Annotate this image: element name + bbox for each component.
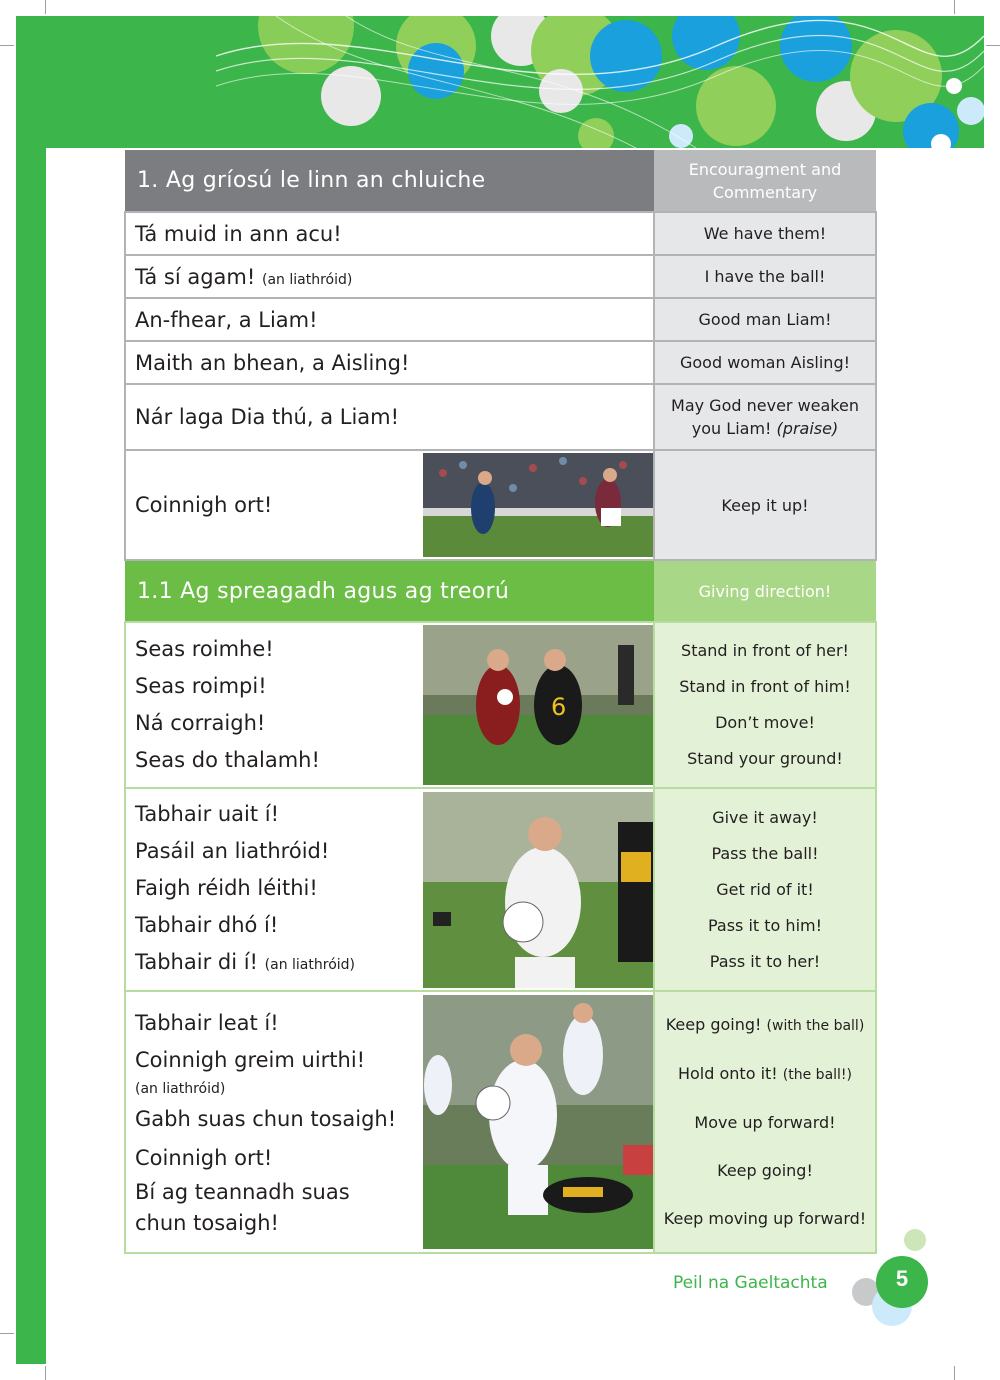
irish-phrase: Faigh réidh léithi! [135,875,318,900]
english-phrase: Stand in front of her! [681,641,849,660]
english-phrase: Hold onto it! [677,1064,778,1083]
english-phrase: Don’t move! [715,713,815,732]
table-row [125,450,876,560]
crop-mark [45,1366,46,1380]
english-phrase: Give it away! [712,807,818,827]
section1-header [125,150,876,212]
tackle-photo [423,625,653,785]
english-phrase: Good man Liam! [698,310,832,329]
english-note: (the ball!) [782,1067,853,1083]
left-green-bar [16,148,46,1364]
irish-phrase: Pasáil an liathróid! [135,838,330,863]
phrase-table-container [124,150,875,1254]
irish-phrase: An-fhear, a Liam! [135,307,318,332]
english-phrase: Keep going! [665,1015,762,1034]
table-row [125,788,876,991]
table-row [125,255,876,298]
player-running-photo [423,995,653,1249]
table-row [125,622,876,788]
irish-phrase-list [135,631,320,779]
table-row [125,212,876,255]
irish-phrase: Tabhair leat í! [135,1011,279,1035]
irish-phrase: Tá sí agam! [135,264,256,289]
irish-phrase: Maith an bhean, a Aisling! [135,350,410,375]
english-phrase-list [655,1001,875,1243]
english-phrase: Stand in front of him! [679,677,851,696]
table-row [125,384,876,450]
english-phrase: Good woman Aisling! [679,353,851,372]
section1-english-title: Encouragment and Commentary [654,150,876,212]
irish-phrase: Ná corraigh! [135,711,266,735]
irish-note: (an liathróid) [135,1081,226,1097]
irish-phrase: Seas roimhe! [135,637,274,661]
english-phrase: We have them! [703,224,827,243]
section2-english-title: Giving direction! [654,560,876,622]
english-phrase: Pass it to her! [709,951,821,971]
irish-phrase-list [135,796,355,984]
crop-mark [986,45,1000,46]
crop-mark [954,1366,955,1380]
irish-phrase: Coinnigh ort! [135,1146,273,1170]
crop-mark [0,1333,14,1334]
irish-phrase: Tabhair di í! [135,949,258,974]
section2-header [125,560,876,622]
english-phrase: Keep it up! [721,495,809,515]
irish-phrase-list [135,1005,396,1239]
table-row [125,298,876,341]
english-phrase: Get rid of it! [716,879,814,899]
irish-note: (an liathróid) [261,271,353,288]
crop-mark [954,0,955,14]
table-row [125,341,876,384]
gaelic-football-pattern [16,16,984,148]
english-phrase: Pass the ball! [711,843,819,863]
section2-title: 1.1 Ag spreagadh agus ag treorú [125,560,654,622]
irish-phrase: chun tosaigh! [135,1211,279,1235]
english-phrase: May God never weaken you Liam! [671,396,859,438]
header-banner [16,16,984,148]
table-row [125,991,876,1253]
svg-text:6: 6 [551,693,567,721]
english-note: (with the ball) [766,1018,865,1034]
irish-phrase: Bí ag teannadh suas [135,1180,350,1204]
irish-phrase: Nár laga Dia thú, a Liam! [135,405,400,429]
irish-phrase: Coinnigh greim uirthi! [135,1048,366,1072]
page-number: 5 [895,1266,909,1291]
irish-note: (an liathróid) [264,956,355,973]
irish-phrase: Tabhair dhó í! [135,912,279,937]
english-phrase: Move up forward! [694,1113,836,1132]
footer-label: Peil na Gaeltachta [673,1273,828,1293]
irish-phrase: Tá muid in ann acu! [135,221,342,246]
irish-phrase: Gabh suas chun tosaigh! [135,1107,397,1131]
english-phrase: I have the ball! [704,267,826,286]
player-with-ball-photo [423,792,653,988]
irish-phrase: Seas do thalamh! [135,748,320,772]
english-phrase-list [655,633,875,777]
irish-phrase: Tabhair uait í! [135,801,280,826]
crop-mark [0,45,14,46]
irish-phrase: Seas roimpi! [135,674,267,698]
phrase-table [124,150,877,1254]
english-phrase-list [655,800,875,980]
page-number-badge [850,1228,960,1338]
english-phrase: Pass it to him! [707,915,823,935]
english-note: (praise) [776,419,839,438]
football-match-photo [423,453,653,557]
english-phrase: Keep going! [717,1161,813,1180]
section1-title: 1. Ag gríosú le linn an chluiche [125,150,654,212]
english-phrase: Keep moving up forward! [663,1209,867,1228]
crop-mark [45,0,46,14]
irish-phrase: Coinnigh ort! [135,493,273,517]
english-phrase: Stand your ground! [687,749,843,768]
